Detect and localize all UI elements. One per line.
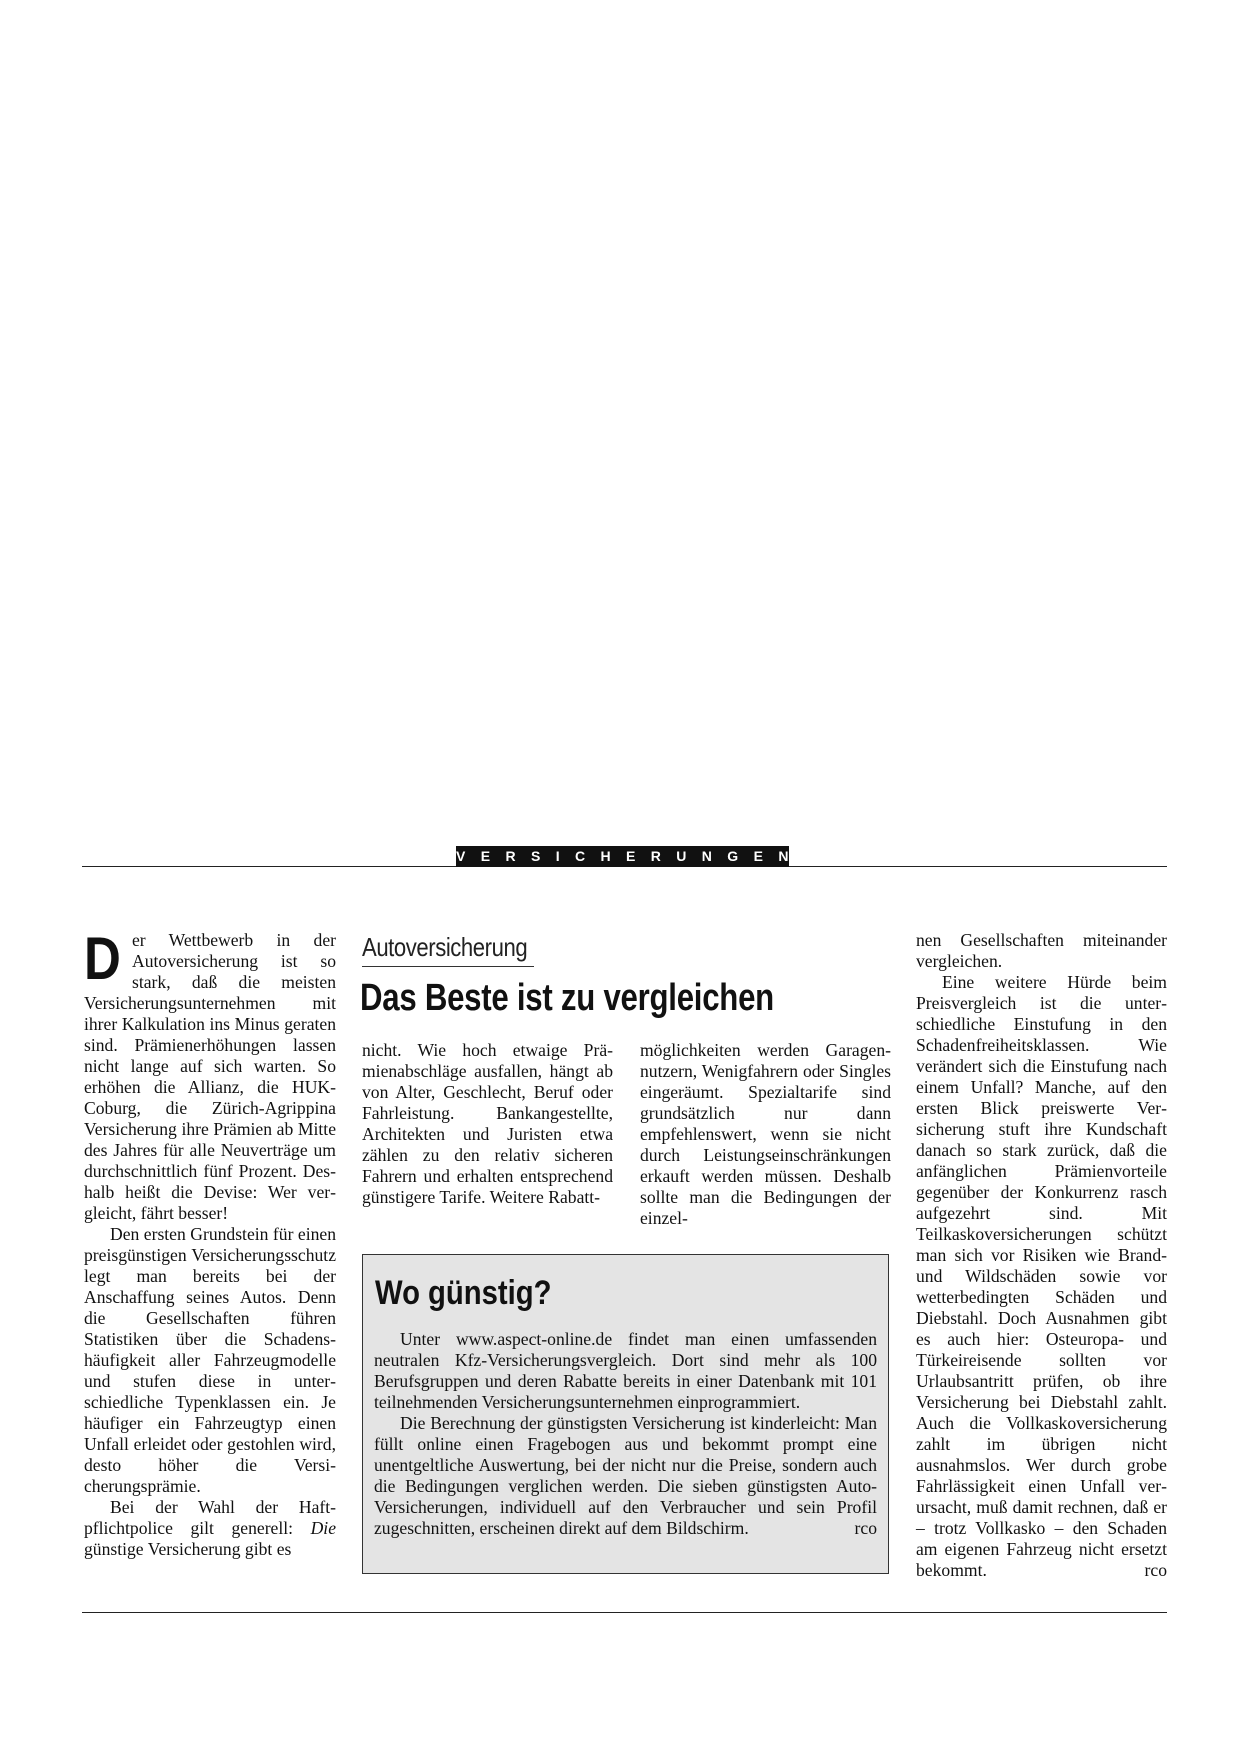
col4-paragraph-2: [916, 972, 1167, 1581]
col1-paragraph-1: er Wettbewerb in der Autoversicherung ist so stark, daß die meisten Versicherungsunternehmen mit ihrer Kalkulation ins Minus geraten sind. Prämienerhöhungen lassen nicht lange auf sich warten. So erhöhen die Allianz, die HUK-Coburg, die Zürich-Agrippina Versicherung ihre Prämien ab Mitte des Jahres für alle Neuverträge um durchschnittlich fünf Prozent. Deshalb heißt die Devise: Wer vergleicht, fährt besser!: [84, 930, 336, 1223]
info-box-body: [374, 1329, 877, 1539]
col4-paragraph-1: nen Gesellschaften miteinander vergleichen.: [916, 930, 1167, 971]
info-box: [362, 1254, 889, 1574]
drop-cap: D: [84, 925, 121, 992]
info-box-signature: rco: [854, 1518, 877, 1538]
bottom-rule: [82, 1612, 1167, 1613]
col1-paragraph-2: Den ersten Grundstein für einen preisgünstigen Versicherungsschutz legt man bereits bei der Anschaffung seines Autos. Denn die Gesellschaften führen Statistiken über die Schadenshäufigkeit aller Fahrzeugmodelle und stufen diese in unterschiedliche Typenklassen ein. Je häufiger ein Fahrzeugtyp einen Unfall erleidet oder gestohlen wird, desto höher die Versicherungsprämie.: [84, 1224, 336, 1496]
col1-paragraph-3: [84, 1497, 336, 1560]
col4-p2-text: Eine weitere Hürde beim Preisvergleich ist die unterschiedliche Einstufung in den Schadenfreiheitsklassen. Wie verändert sich die Einstufung nach einem Unfall? Manche, auf den ersten Blick preiswerte Versicherung stuft ihre Kundschaft danach so stark zurück, daß die anfänglichen Prämienvorteile gegenüber der Konkurrenz rasch aufgezehrt sind. Mit Teilkaskoversicherungen schützt man sich vor Risiken wie Brand- und Wildschäden sowie vor wetterbedingten Schäden und Diebstahl. Doch Ausnahmen gibt es auch hier: Osteuropa- und Türkeireisende sollten vor Urlaubsantritt prüfen, ob ihre Versicherung bei Diebstahl zahlt. Auch die Vollkaskoversicherung zahlt im übrigen nicht ausnahmslos. Wer durch grobe Fahrlässigkeit einen Unfall verursacht, muß damit rechnen, daß er – trotz Vollkasko – den Schaden am eigenen Fahrzeug nicht ersetzt bekommt.: [916, 972, 1167, 1580]
col3-paragraph: möglichkeiten werden Garagennutzern, Wenigfahrern oder Singles eingeräumt. Spezialtarife sind grundsätzlich nur dann empfehlenswert, wenn sie nicht durch Leistungseinschränkungen erkauft werden müssen. Deshalb sollte man die Bedingungen der einzel-: [640, 1040, 891, 1228]
article-column-4: [916, 930, 1167, 1581]
section-label: VERSICHERUNGEN: [456, 846, 789, 867]
kicker-underline: [362, 966, 534, 967]
info-box-title: Wo günstig?: [375, 1274, 552, 1312]
article-column-3: [640, 1040, 891, 1229]
info-box-paragraph-1: Unter www.aspect-online.de findet man einen umfassenden neutralen Kfz-Versicherungsvergleich. Dort sind mehr als 100 Berufsgruppen und deren Rabatte bereits in einer Datenbank mit 101 teilnehmenden Versicherungsunternehmen einprogrammiert.: [374, 1329, 877, 1412]
article-signature: rco: [1144, 1560, 1167, 1580]
col2-paragraph: nicht. Wie hoch etwaige Prämienabschläge ausfallen, hängt ab von Alter, Geschlecht, Beruf oder Fahrleistung. Bankangestellte, Architekten und Juristen etwa zählen zu den relativ sicheren Fahrern und erhalten entsprechend günstigere Tarife. Weitere Rabatt-: [362, 1040, 613, 1207]
article-column-2: [362, 1040, 613, 1208]
col1-p3-start: Bei der Wahl der Haftpflichtpolice gilt generell:: [84, 1497, 336, 1538]
article-column-1: [84, 925, 336, 1560]
info-box-p2-text: Die Berechnung der günstigsten Versicherung ist kinderleicht: Man füllt online einen Fragebogen aus und bekommt prompt eine unentgeltliche Auswertung, bei der nicht nur die Preise, sondern auch die Bedingungen verglichen werden. Die sieben günstigsten Auto-Versicherungen, individuell auf den Verbraucher und sein Profil zugeschnitten, erscheinen direkt auf dem Bildschirm.: [374, 1413, 877, 1538]
article-headline: Das Beste ist zu vergleichen: [360, 977, 774, 1019]
info-box-paragraph-2: [374, 1413, 877, 1539]
col1-p3-end: günstige Versicherung gibt es: [84, 1539, 292, 1559]
col1-p3-italic: Die: [310, 1518, 336, 1538]
article-kicker: Autoversicherung: [362, 932, 528, 962]
